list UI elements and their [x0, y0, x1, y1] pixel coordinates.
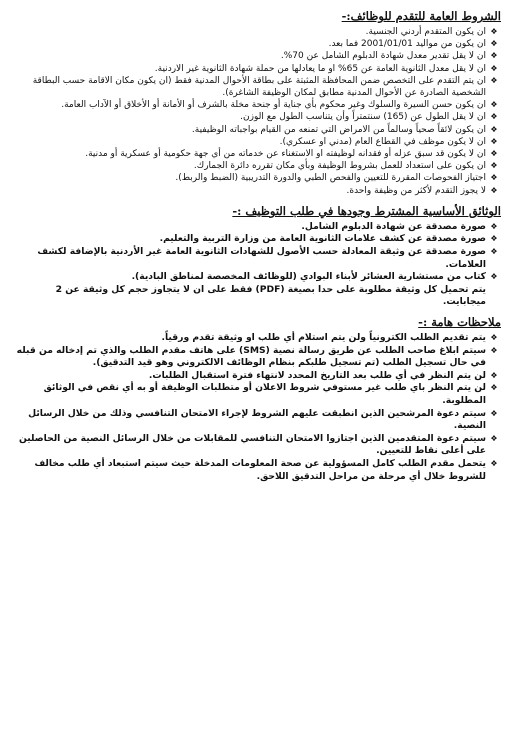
list-item: ❖ ان يكون من مواليد 2001/01/01 فما بعد.: [14, 38, 501, 50]
list-item: ❖ ان يكون المتقدم أردني الجنسية.: [14, 26, 501, 38]
diamond-bullet-icon: ❖: [490, 433, 498, 443]
diamond-bullet-icon: ❖: [490, 370, 498, 380]
general-conditions-heading: الشروط العامة للتقدم للوظائف:-: [341, 9, 501, 23]
diamond-bullet-icon: ❖: [490, 27, 498, 36]
list-item: ❖ يتم تقديم الطلب الكترونياً ولن يتم استلام أي طلب او وثيقة تقدم ورقياً.: [14, 332, 501, 345]
list-item: ❖ صورة مصدقة عن شهادة الدبلوم الشامل.: [14, 221, 501, 234]
diamond-bullet-icon: ❖: [490, 100, 498, 110]
list-item: ❖ سيتم دعوة المرشحين الذين انطبقت عليهم الشروط لإجراء الامتحان التنافسي وذلك من خلال الرسائل النصية.: [14, 408, 501, 433]
list-item: ❖ ان يكون على استعداد للعمل بشروط الوظيفة وبأي مكان تقرره دائرة الجمارك.: [14, 160, 501, 172]
list-item: ❖ ان يتم التقدم على التخصص ضمن المحافظة المثبتة على بطاقة الأحوال المدنية فقط (ان يكون مكان الاقامة حسب البطاقة الشخصية الصادرة عن الأحوال المدنية مطابق لمكان الوظيفة الشاغرة).: [14, 75, 501, 99]
list-item: ❖ ان لا يقل معدل الثانوية العامة عن 65% او ما يعادلها من حملة شهادة الثانوية غير الاردنية.: [14, 63, 501, 75]
list-item: ❖ ان لا يكون قد سبق عزله أو فقدانه لوظيفته او الاستغناء عن خدماته من أي جهة حكومية أو عسكرية أو مدنية.: [14, 148, 501, 160]
list-item: ❖ صورة مصدقة عن وثيقة المعادلة حسب الأصول للشهادات الثانوية العامة غير الأردنية بالإضافة لكشف العلامات.: [14, 246, 501, 271]
diamond-bullet-icon: ❖: [490, 75, 498, 85]
diamond-bullet-icon: ❖: [490, 185, 498, 195]
required-documents-heading: الوثائق الأساسية المشترط وجودها في طلب التوظيف :-: [232, 203, 501, 218]
diamond-bullet-icon: ❖: [490, 247, 498, 257]
list-item: ❖ سيتم ابلاغ صاحب الطلب عن طريق رسالة نصية (SMS) على هاتف مقدم الطلب والذي تم إدخاله من قبله في حال تسجيل الطلب (تم تسجيل طلبكم بنظام الوظائف الالكتروني وهو قيد التدقيق).: [14, 345, 501, 370]
diamond-bullet-icon: ❖: [490, 234, 498, 244]
list-item: ❖ اجتياز الفحوصات المقررة للتعيين والفحص الطبي والدورة التدريبية (الضبط والربط).: [14, 172, 501, 184]
important-notes-list: [14, 332, 501, 483]
list-item: ❖ ان لا يقل تقدير معدل شهادة الدبلوم الشامل عن 70%.: [14, 50, 501, 62]
list-item: ❖ ان لا يكون موظف في القطاع العام (مدني او عسكري).: [14, 136, 501, 148]
list-item: ❖ صورة مصدقة عن كشف علامات الثانوية العامة من وزارة التربية والتعليم.: [14, 233, 501, 246]
list-item: ❖ كتاب من مستشارية العشائر لأبناء البوادي (للوظائف المخصصة لمناطق البادية).: [14, 271, 501, 284]
diamond-bullet-icon: ❖: [490, 124, 498, 134]
diamond-bullet-icon: ❖: [490, 383, 498, 393]
upload-note: يتم تحميل كل وثيقة مطلوبة على حدا بصيغة (PDF) فقط على ان لا يتجاوز حجم كل وثيقة عن 2 ميجابايت.: [55, 283, 486, 308]
diamond-bullet-icon: ❖: [490, 272, 498, 282]
list-item: ❖ يتحمل مقدم الطلب كامل المسؤولية عن صحة المعلومات المدخلة حيث سيتم استبعاد أي طلب مخالف للشروط خلال أي مرحلة من مراحل التدقيق اللاحق.: [14, 458, 501, 483]
list-item: ❖ لن يتم النظر باي طلب غير مستوفي شروط الاعلان أو متطلبات الوظيفة أو به أي نقص في الوثائق المطلوبة.: [14, 382, 501, 407]
diamond-bullet-icon: ❖: [490, 149, 498, 159]
diamond-bullet-icon: ❖: [490, 136, 498, 146]
diamond-bullet-icon: ❖: [490, 112, 498, 122]
diamond-bullet-icon: ❖: [490, 51, 498, 61]
diamond-bullet-icon: ❖: [490, 333, 498, 342]
list-item: ❖ ان يكون حسن السيرة والسلوك وغير محكوم بأي جناية أو جنحة مخلة بالشرف أو الأمانة أو الأخلاق أو الآداب العامة.: [14, 99, 501, 111]
diamond-bullet-icon: ❖: [490, 221, 498, 231]
list-item: ❖ ان يكون لائقاً صحياً وسالماً من الامراض التي تمنعه من القيام بواجباته الوظيفية.: [14, 124, 501, 136]
important-notes-heading: ملاحظات هامة :-: [418, 315, 501, 329]
list-item: ❖ لا يجوز التقدم لأكثر من وظيفة واحدة.: [14, 185, 501, 197]
diamond-bullet-icon: ❖: [490, 173, 498, 183]
list-item: ❖ لن يتم النظر في أي طلب بعد التاريخ المحدد لانتهاء فترة استقبال الطلبات.: [14, 370, 501, 383]
list-item: ❖ سيتم دعوة المتقدمين الذين اجتازوا الامتحان التنافسي للمقابلات من خلال الرسائل النصية من الحاصلين على أعلى نقاط للتعيين.: [14, 433, 501, 458]
diamond-bullet-icon: ❖: [490, 345, 498, 355]
diamond-bullet-icon: ❖: [490, 39, 498, 49]
list-item: ❖ ان لا يقل الطول عن (165) سنتمتراً وأن يتناسب الطول مع الوزن.: [14, 111, 501, 123]
diamond-bullet-icon: ❖: [490, 161, 498, 171]
required-documents-list: [14, 221, 501, 284]
diamond-bullet-icon: ❖: [490, 458, 498, 468]
general-conditions-list: [14, 26, 501, 197]
diamond-bullet-icon: ❖: [490, 408, 498, 418]
diamond-bullet-icon: ❖: [490, 63, 498, 73]
